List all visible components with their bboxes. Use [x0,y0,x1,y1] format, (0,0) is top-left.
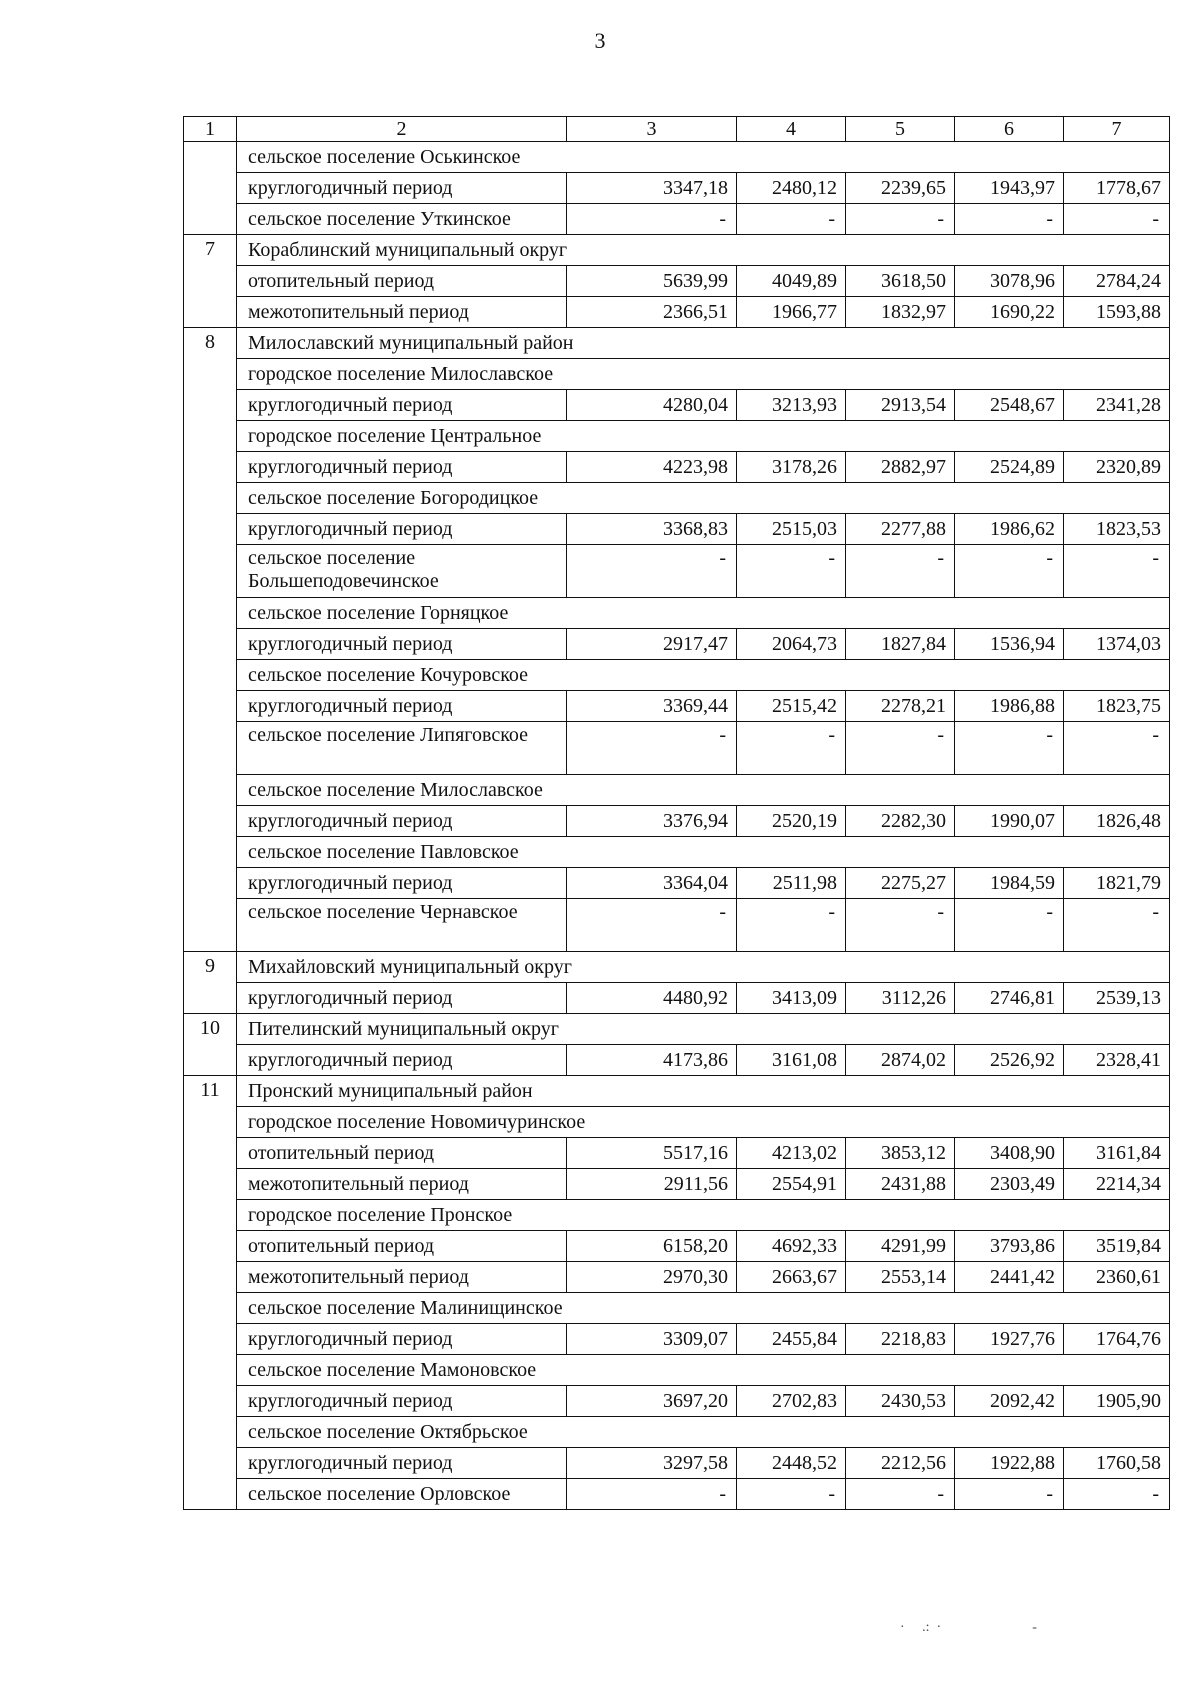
table-row [184,1231,1170,1262]
value-cell-col-6: 2092,42 [955,1386,1064,1417]
value-cell-col-3: 2917,47 [567,629,737,660]
value-cell-col-5: 2278,21 [846,691,955,722]
value-cell-col-5: 2874,02 [846,1045,955,1076]
value-cell-col-6: 2548,67 [955,390,1064,421]
value-cell-col-3: 3347,18 [567,173,737,204]
value-cell-col-5: 2218,83 [846,1324,955,1355]
section-title: сельское поселение Малинищинское [237,1293,1170,1324]
value-cell-col-7: 1593,88 [1064,297,1170,328]
value-cell-col-3: 3376,94 [567,806,737,837]
row-label: круглогодичный период [237,1448,567,1479]
row-label: круглогодичный период [237,390,567,421]
value-cell-col-6: - [955,1479,1064,1510]
value-cell-col-7: 1905,90 [1064,1386,1170,1417]
value-cell-col-6: 2526,92 [955,1045,1064,1076]
value-cell-col-4: 2448,52 [737,1448,846,1479]
table-row [184,1479,1170,1510]
value-cell-col-6: - [955,204,1064,235]
table-row [184,1448,1170,1479]
value-cell-col-6: 1943,97 [955,173,1064,204]
value-cell-col-6: 1984,59 [955,868,1064,899]
section-row [184,598,1170,629]
value-cell-col-7: 2328,41 [1064,1045,1170,1076]
value-cell-col-5: 2913,54 [846,390,955,421]
value-cell-col-4: 3213,93 [737,390,846,421]
value-cell-col-7: 3161,84 [1064,1138,1170,1169]
value-cell-col-7: 2360,61 [1064,1262,1170,1293]
row-label: круглогодичный период [237,806,567,837]
header-row [184,117,1170,142]
scan-artifacts: · .: · - [900,1620,1037,1635]
value-cell-col-4: 2515,42 [737,691,846,722]
value-cell-col-6: 2746,81 [955,983,1064,1014]
row-label: круглогодичный период [237,691,567,722]
value-cell-col-4: 2064,73 [737,629,846,660]
section-title: Пронский муниципальный район [237,1076,1170,1107]
value-cell-col-5: 2212,56 [846,1448,955,1479]
value-cell-col-4: 2520,19 [737,806,846,837]
value-cell-col-6: 1922,88 [955,1448,1064,1479]
value-cell-col-5: - [846,722,955,775]
row-label: круглогодичный период [237,1045,567,1076]
value-cell-col-4: 3161,08 [737,1045,846,1076]
value-cell-col-5: 2277,88 [846,514,955,545]
value-cell-col-7: 2320,89 [1064,452,1170,483]
value-cell-col-3: 3697,20 [567,1386,737,1417]
value-cell-col-4: 2554,91 [737,1169,846,1200]
value-cell-col-3: - [567,1479,737,1510]
section-row [184,483,1170,514]
section-title: городское поселение Новомичуринское [237,1107,1170,1138]
section-title: сельское поселение Павловское [237,837,1170,868]
row-label: отопительный период [237,1138,567,1169]
value-cell-col-3: 3364,04 [567,868,737,899]
value-cell-col-3: 4173,86 [567,1045,737,1076]
value-cell-col-3: 3368,83 [567,514,737,545]
value-cell-col-4: - [737,722,846,775]
value-cell-col-4: - [737,545,846,598]
row-label: круглогодичный период [237,452,567,483]
value-cell-col-4: 4049,89 [737,266,846,297]
row-index [184,142,237,235]
value-cell-col-3: 5517,16 [567,1138,737,1169]
value-cell-col-4: 3178,26 [737,452,846,483]
value-cell-col-3: 2366,51 [567,297,737,328]
value-cell-col-5: 2431,88 [846,1169,955,1200]
section-row [184,775,1170,806]
value-cell-col-7: 1821,79 [1064,868,1170,899]
value-cell-col-7: 1778,67 [1064,173,1170,204]
value-cell-col-3: 5639,99 [567,266,737,297]
value-cell-col-7: 1823,53 [1064,514,1170,545]
table-row [184,514,1170,545]
value-cell-col-7: 2214,34 [1064,1169,1170,1200]
table-row [184,452,1170,483]
value-cell-col-5: 2882,97 [846,452,955,483]
value-cell-col-5: - [846,1479,955,1510]
value-cell-col-4: 4213,02 [737,1138,846,1169]
value-cell-col-7: 2784,24 [1064,266,1170,297]
value-cell-col-4: 2515,03 [737,514,846,545]
page-number: 3 [594,28,606,53]
value-cell-col-3: - [567,545,737,598]
value-cell-col-4: 2663,67 [737,1262,846,1293]
section-row [184,1355,1170,1386]
value-cell-col-4: 3413,09 [737,983,846,1014]
value-cell-col-4: 2511,98 [737,868,846,899]
row-label: круглогодичный период [237,868,567,899]
column-number-4: 4 [737,117,846,142]
section-title: Михайловский муниципальный округ [237,952,1170,983]
table-row [184,1169,1170,1200]
value-cell-col-6: 2303,49 [955,1169,1064,1200]
table-row [184,204,1170,235]
table-row [184,868,1170,899]
table-row [184,266,1170,297]
row-label: межотопительный период [237,1262,567,1293]
tariff-table [183,116,1170,1510]
value-cell-col-5: - [846,899,955,952]
value-cell-col-7: - [1064,899,1170,952]
section-title: сельское поселение Богородицкое [237,483,1170,514]
value-cell-col-3: - [567,722,737,775]
section-row [184,142,1170,173]
value-cell-col-5: 3618,50 [846,266,955,297]
value-cell-col-3: 3309,07 [567,1324,737,1355]
value-cell-col-3: 4480,92 [567,983,737,1014]
value-cell-col-6: 3408,90 [955,1138,1064,1169]
table-row [184,1262,1170,1293]
section-row [184,1417,1170,1448]
table-row [184,297,1170,328]
value-cell-col-6: 1986,88 [955,691,1064,722]
column-number-3: 3 [567,117,737,142]
value-cell-col-3: 6158,20 [567,1231,737,1262]
value-cell-col-5: 3112,26 [846,983,955,1014]
value-cell-col-5: 2282,30 [846,806,955,837]
section-row [184,1014,1170,1045]
section-title: сельское поселение Милославское [237,775,1170,806]
section-row [184,837,1170,868]
row-label: сельское поселение Большеподовечинское [237,545,567,598]
section-row [184,235,1170,266]
value-cell-col-4: 1966,77 [737,297,846,328]
value-cell-col-4: - [737,204,846,235]
section-title: городское поселение Центральное [237,421,1170,452]
column-number-2: 2 [237,117,567,142]
value-cell-col-4: - [737,1479,846,1510]
column-number-1: 1 [184,117,237,142]
value-cell-col-5: 2239,65 [846,173,955,204]
value-cell-col-7: 2341,28 [1064,390,1170,421]
table-row [184,545,1170,598]
row-label: круглогодичный период [237,983,567,1014]
table-row [184,390,1170,421]
value-cell-col-3: - [567,899,737,952]
table-row [184,899,1170,952]
section-title: Пителинский муниципальный округ [237,1014,1170,1045]
table-row [184,1324,1170,1355]
value-cell-col-7: - [1064,722,1170,775]
value-cell-col-4: 2455,84 [737,1324,846,1355]
value-cell-col-7: - [1064,545,1170,598]
value-cell-col-7: 1764,76 [1064,1324,1170,1355]
table-row [184,691,1170,722]
value-cell-col-3: 4280,04 [567,390,737,421]
value-cell-col-3: 2970,30 [567,1262,737,1293]
value-cell-col-7: - [1064,204,1170,235]
row-label: межотопительный период [237,1169,567,1200]
value-cell-col-6: 2524,89 [955,452,1064,483]
section-row [184,1076,1170,1107]
table-row [184,722,1170,775]
row-label: отопительный период [237,266,567,297]
row-label: круглогодичный период [237,514,567,545]
value-cell-col-6: 1986,62 [955,514,1064,545]
column-number-7: 7 [1064,117,1170,142]
value-cell-col-4: 2702,83 [737,1386,846,1417]
value-cell-col-7: - [1064,1479,1170,1510]
row-index: 8 [184,328,237,952]
section-row [184,421,1170,452]
section-title: Милославский муниципальный район [237,328,1170,359]
row-label: сельское поселение Орловское [237,1479,567,1510]
table-row [184,983,1170,1014]
value-cell-col-5: 1832,97 [846,297,955,328]
value-cell-col-6: 3078,96 [955,266,1064,297]
section-row [184,359,1170,390]
value-cell-col-7: 1826,48 [1064,806,1170,837]
value-cell-col-7: 3519,84 [1064,1231,1170,1262]
row-index: 10 [184,1014,237,1076]
section-row [184,1293,1170,1324]
value-cell-col-7: 1823,75 [1064,691,1170,722]
table-row [184,173,1170,204]
value-cell-col-7: 2539,13 [1064,983,1170,1014]
row-label: межотопительный период [237,297,567,328]
row-label: сельское поселение Уткинское [237,204,567,235]
section-row [184,660,1170,691]
value-cell-col-3: 2911,56 [567,1169,737,1200]
row-label: отопительный период [237,1231,567,1262]
value-cell-col-5: 4291,99 [846,1231,955,1262]
table-row [184,806,1170,837]
value-cell-col-5: 1827,84 [846,629,955,660]
column-number-5: 5 [846,117,955,142]
section-title: сельское поселение Оськинское [237,142,1170,173]
value-cell-col-6: - [955,545,1064,598]
value-cell-col-3: 3297,58 [567,1448,737,1479]
value-cell-col-6: 2441,42 [955,1262,1064,1293]
value-cell-col-6: 1990,07 [955,806,1064,837]
value-cell-col-6: 1927,76 [955,1324,1064,1355]
row-label: сельское поселение Чернавское [237,899,567,952]
value-cell-col-7: 1760,58 [1064,1448,1170,1479]
table-row [184,629,1170,660]
value-cell-col-5: 3853,12 [846,1138,955,1169]
section-title: Кораблинский муниципальный округ [237,235,1170,266]
section-row [184,1107,1170,1138]
value-cell-col-5: 2553,14 [846,1262,955,1293]
row-label: круглогодичный период [237,1324,567,1355]
section-title: сельское поселение Горняцкое [237,598,1170,629]
row-label: круглогодичный период [237,1386,567,1417]
section-row [184,328,1170,359]
value-cell-col-4: 4692,33 [737,1231,846,1262]
row-label: круглогодичный период [237,629,567,660]
section-title: городское поселение Милославское [237,359,1170,390]
value-cell-col-5: - [846,545,955,598]
value-cell-col-4: - [737,899,846,952]
value-cell-col-5: - [846,204,955,235]
value-cell-col-3: - [567,204,737,235]
section-title: сельское поселение Мамоновское [237,1355,1170,1386]
value-cell-col-6: - [955,722,1064,775]
value-cell-col-5: 2430,53 [846,1386,955,1417]
value-cell-col-6: 1536,94 [955,629,1064,660]
section-title: сельское поселение Кочуровское [237,660,1170,691]
row-index: 9 [184,952,237,1014]
value-cell-col-7: 1374,03 [1064,629,1170,660]
column-number-6: 6 [955,117,1064,142]
value-cell-col-3: 3369,44 [567,691,737,722]
row-label: круглогодичный период [237,173,567,204]
table-row [184,1045,1170,1076]
table-row [184,1386,1170,1417]
value-cell-col-6: 1690,22 [955,297,1064,328]
value-cell-col-5: 2275,27 [846,868,955,899]
section-row [184,952,1170,983]
row-label: сельское поселение Липяговское [237,722,567,775]
section-row [184,1200,1170,1231]
value-cell-col-3: 4223,98 [567,452,737,483]
row-index: 11 [184,1076,237,1510]
value-cell-col-4: 2480,12 [737,173,846,204]
value-cell-col-6: - [955,899,1064,952]
table-row [184,1138,1170,1169]
row-index: 7 [184,235,237,328]
section-title: городское поселение Пронское [237,1200,1170,1231]
section-title: сельское поселение Октябрьское [237,1417,1170,1448]
value-cell-col-6: 3793,86 [955,1231,1064,1262]
